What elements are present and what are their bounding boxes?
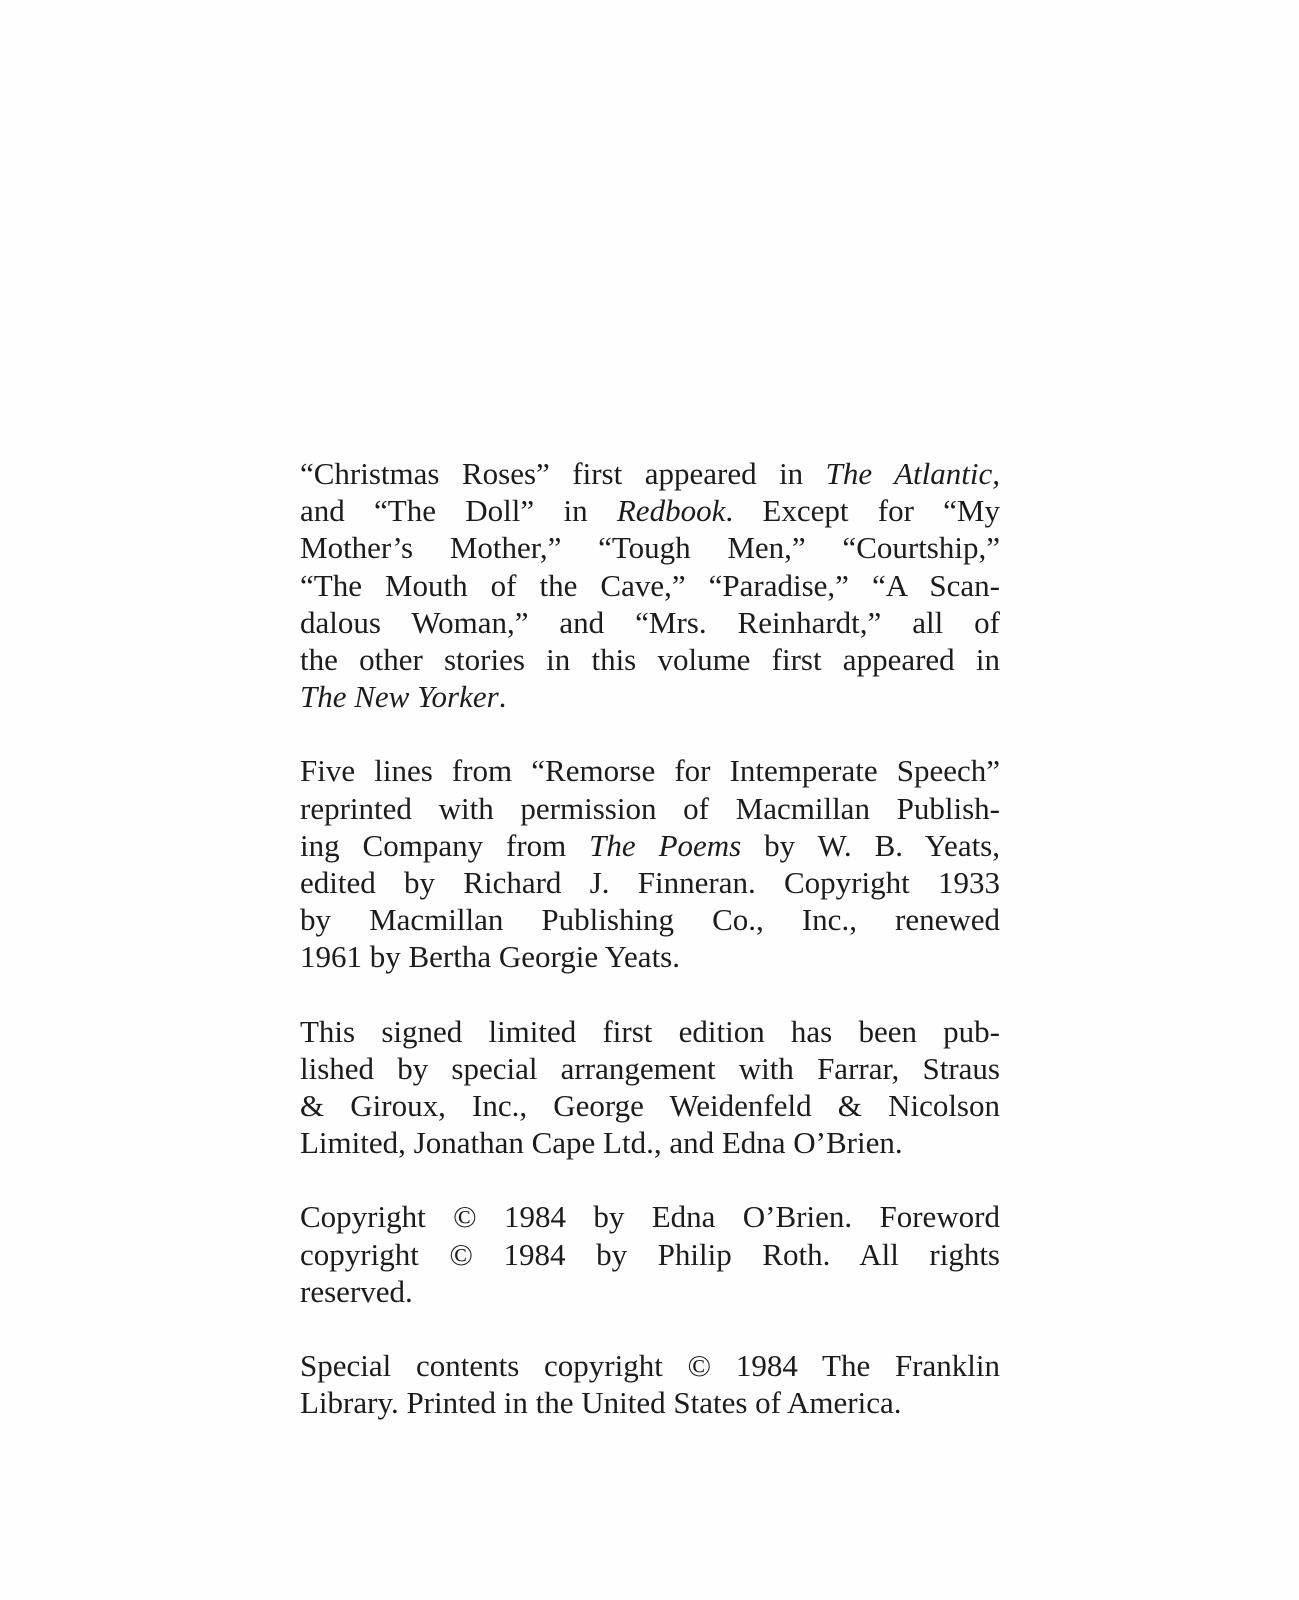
text-line <box>300 901 1000 938</box>
text-run: This signed limited first edition has been pub- <box>300 1013 1000 1049</box>
text-run: Mother’s Mother,” “Tough Men,” “Courtship,” <box>300 530 1000 566</box>
text-line <box>300 1198 1000 1235</box>
text-run: by W. B. Yeats, <box>741 827 1000 863</box>
italic-title: The New Yorker <box>300 679 499 715</box>
text-line <box>300 604 1000 641</box>
text-line <box>300 567 1000 604</box>
copyright-text-block <box>300 455 1000 1421</box>
text-line <box>300 1013 1000 1050</box>
text-line <box>300 529 1000 566</box>
copyright-paragraph <box>300 1198 1000 1310</box>
text-run: copyright © 1984 by Philip Roth. All rights <box>300 1236 1000 1272</box>
text-line <box>300 1050 1000 1087</box>
text-run: “The Mouth of the Cave,” “Paradise,” “A Scan- <box>300 567 1000 603</box>
text-line <box>300 1347 1000 1384</box>
text-line <box>300 1236 1000 1273</box>
text-line <box>300 678 1000 715</box>
text-line <box>300 455 1000 492</box>
text-line <box>300 1273 1000 1310</box>
text-line <box>300 492 1000 529</box>
text-run: dalous Woman,” and “Mrs. Reinhardt,” all of <box>300 604 1000 640</box>
text-run: . Except for “My <box>725 493 1001 529</box>
text-run: Five lines from “Remorse for Intemperate Speech” <box>300 753 1000 789</box>
text-line <box>300 938 1000 975</box>
limited-edition-paragraph <box>300 1013 1000 1162</box>
text-run: Limited, Jonathan Cape Ltd., and Edna O’Brien. <box>300 1125 903 1161</box>
text-run: the other stories in this volume first appeared in <box>300 642 1000 678</box>
text-line <box>300 827 1000 864</box>
text-run: by Macmillan Publishing Co., Inc., renewed <box>300 902 1000 938</box>
text-run: Special contents copyright © 1984 The Franklin <box>300 1348 1000 1384</box>
italic-title: Redbook <box>616 493 726 529</box>
text-run: reserved. <box>300 1273 413 1309</box>
text-run: Copyright © 1984 by Edna O’Brien. Foreword <box>300 1199 1000 1235</box>
text-run: lished by special arrangement with Farrar, Straus <box>300 1050 1000 1086</box>
text-run: 1961 by Bertha Georgie Yeats. <box>300 939 680 975</box>
text-run: Library. Printed in the United States of America. <box>300 1385 902 1421</box>
yeats-permission-paragraph <box>300 752 1000 975</box>
text-line <box>300 1124 1000 1161</box>
text-run: “Christmas Roses” first appeared in <box>300 456 826 491</box>
text-line <box>300 641 1000 678</box>
text-run: reprinted with permission of Macmillan Publish- <box>300 790 1000 826</box>
text-line <box>300 790 1000 827</box>
text-run: . <box>498 679 507 715</box>
text-line <box>300 1384 1000 1421</box>
italic-title: The Atlantic, <box>825 456 1000 491</box>
text-run: edited by Richard J. Finneran. Copyright 1933 <box>300 865 1000 901</box>
text-line <box>300 864 1000 901</box>
text-run: & Giroux, Inc., George Weidenfeld & Nicolson <box>300 1088 1000 1124</box>
italic-title: The Poems <box>589 827 742 863</box>
text-line <box>300 1087 1000 1124</box>
text-line <box>300 752 1000 789</box>
text-run: ing Company from <box>300 827 590 863</box>
text-run: and “The Doll” in <box>300 493 617 529</box>
story-credits-paragraph <box>300 455 1000 715</box>
franklin-library-paragraph <box>300 1347 1000 1421</box>
